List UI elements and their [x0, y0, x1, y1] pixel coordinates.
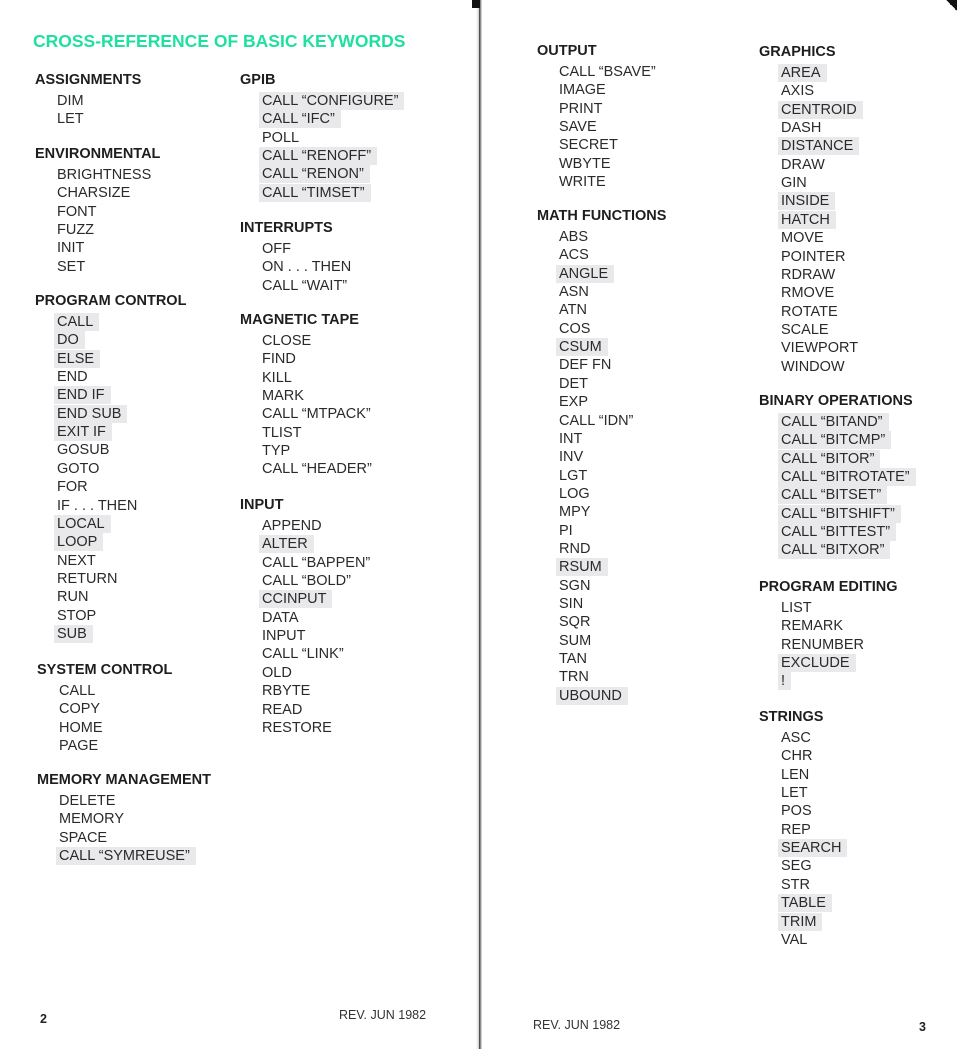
page-fold — [476, 0, 482, 1049]
keyword-item: IMAGE — [559, 82, 606, 99]
keyword-item: APPEND — [262, 518, 322, 534]
keyword-item: AXIS — [781, 83, 815, 100]
section-header: ENVIRONMENTAL — [35, 146, 161, 162]
keyword-item: ROTATE — [781, 303, 838, 320]
keyword-item: RSUM — [556, 558, 608, 576]
keyword-item: ELSE — [54, 350, 100, 368]
keyword-item: CALL “BITXOR” — [778, 541, 890, 559]
keyword-item: LET — [57, 111, 84, 128]
keyword-item: TYP — [262, 443, 291, 460]
keyword-item: AREA — [778, 64, 827, 82]
section-header: MATH FUNCTIONS — [537, 208, 667, 224]
keyword-item: RDRAW — [781, 266, 836, 283]
keyword-item: INIT — [57, 240, 85, 257]
keyword-item: VAL — [781, 931, 808, 948]
keyword-item: CALL “BITCMP” — [778, 431, 891, 449]
keyword-item: SET — [57, 258, 86, 275]
keyword-item: CALL “BSAVE” — [559, 64, 656, 80]
keyword-item: DO — [54, 331, 85, 349]
keyword-item: CALL — [54, 313, 99, 331]
keyword-item: FONT — [57, 203, 97, 220]
keyword-item: CALL “SYMREUSE” — [56, 847, 196, 865]
keyword-item: CHARSIZE — [57, 185, 131, 202]
keyword-item: COPY — [59, 701, 101, 718]
keyword-item: SUB — [54, 625, 93, 643]
keyword-item: TABLE — [778, 894, 832, 912]
keyword-item: EXIT IF — [54, 423, 112, 441]
keyword-item: CALL “BITSHIFT” — [778, 505, 901, 523]
keyword-item: CALL “CONFIGURE” — [259, 92, 404, 110]
keyword-item: END IF — [54, 386, 111, 404]
keyword-item: ON . . . THEN — [262, 259, 352, 276]
section-header: PROGRAM EDITING — [759, 579, 898, 595]
section-header: INTERRUPTS — [240, 220, 333, 236]
keyword-item: HOME — [59, 719, 103, 736]
keyword-item: SAVE — [559, 119, 597, 136]
keyword-item: TAN — [559, 651, 587, 668]
keyword-item: ALTER — [259, 535, 314, 553]
keyword-item: LET — [781, 785, 808, 802]
keyword-item: DELETE — [59, 793, 116, 809]
keyword-item: CENTROID — [778, 101, 863, 119]
keyword-item: STR — [781, 876, 810, 893]
keyword-item: CALL “BITSET” — [778, 486, 887, 504]
keyword-item: CALL “RENON” — [259, 165, 370, 183]
keyword-item: DRAW — [781, 156, 825, 173]
keyword-item: INPUT — [262, 628, 306, 645]
section-header: STRINGS — [759, 709, 824, 725]
keyword-item: LOG — [559, 485, 590, 502]
keyword-item: TRIM — [778, 913, 822, 931]
keyword-item: BRIGHTNESS — [57, 167, 152, 183]
keyword-item: CALL “IDN” — [559, 412, 634, 429]
keyword-item: SEARCH — [778, 839, 847, 857]
keyword-item: LIST — [781, 600, 812, 616]
keyword-item: WINDOW — [781, 358, 845, 375]
keyword-item: OFF — [262, 241, 291, 257]
keyword-item: STOP — [57, 607, 97, 624]
keyword-item: RESTORE — [262, 719, 332, 736]
page-number-right: 3 — [919, 1020, 926, 1034]
keyword-item: DIM — [57, 93, 84, 109]
keyword-item: INT — [559, 430, 583, 447]
keyword-item: ! — [778, 672, 791, 690]
keyword-item: TRN — [559, 669, 589, 686]
revision-footer-left: REV. JUN 1982 — [339, 1008, 427, 1022]
keyword-item: ASN — [559, 284, 589, 301]
section-header: INPUT — [240, 497, 284, 513]
keyword-item: SIN — [559, 596, 584, 612]
keyword-item: READ — [262, 701, 303, 718]
keyword-item: REMARK — [781, 618, 844, 635]
keyword-item: POLL — [262, 129, 300, 146]
keyword-item: CCINPUT — [259, 590, 332, 608]
keyword-item: CALL “BITAND” — [778, 413, 889, 431]
keyword-item: EXP — [559, 394, 589, 411]
keyword-item: RUN — [57, 589, 89, 606]
keyword-item: CALL “BITROTATE” — [778, 468, 916, 486]
keyword-item: IF . . . THEN — [57, 497, 138, 514]
keyword-item: GIN — [781, 175, 807, 192]
keyword-item: RMOVE — [781, 285, 835, 302]
keyword-item: CALL “TIMSET” — [259, 184, 371, 202]
keyword-item: HATCH — [778, 211, 836, 229]
keyword-item: TLIST — [262, 424, 302, 441]
keyword-item: CSUM — [556, 338, 608, 356]
keyword-item: DASH — [781, 120, 822, 137]
keyword-item: SPACE — [59, 829, 108, 846]
keyword-item: SGN — [559, 577, 591, 594]
keyword-item: CALL “BITOR” — [778, 450, 880, 468]
section-header: MEMORY MANAGEMENT — [37, 772, 211, 788]
section-header: BINARY OPERATIONS — [759, 393, 913, 409]
section-header: PROGRAM CONTROL — [35, 293, 187, 309]
keyword-item: LGT — [559, 467, 588, 484]
keyword-item: EXCLUDE — [778, 654, 856, 672]
keyword-item: ACS — [559, 247, 589, 264]
page-title: CROSS-REFERENCE OF BASIC KEYWORDS — [33, 31, 406, 51]
keyword-item: FUZZ — [57, 222, 95, 239]
keyword-item: DATA — [262, 609, 299, 626]
keyword-item: SEG — [781, 858, 812, 875]
keyword-item: LOCAL — [54, 515, 111, 533]
keyword-item: GOTO — [57, 460, 100, 477]
keyword-item: ATN — [559, 302, 587, 319]
keyword-item: RND — [559, 540, 591, 557]
section-header: ASSIGNMENTS — [35, 72, 142, 88]
keyword-item: END SUB — [54, 405, 127, 423]
keyword-item: SECRET — [559, 137, 618, 154]
keyword-item: MOVE — [781, 230, 824, 247]
corner-mark — [472, 0, 480, 8]
keyword-item: CALL “WAIT” — [262, 277, 348, 294]
keyword-item: CALL “IFC” — [259, 110, 341, 128]
keyword-item: END — [57, 369, 88, 386]
keyword-item: OLD — [262, 664, 292, 681]
keyword-item: RENUMBER — [781, 636, 864, 653]
corner-mark — [946, 0, 957, 11]
section-header: GPIB — [240, 72, 276, 88]
keyword-item: PRINT — [559, 100, 603, 117]
keyword-item: POS — [781, 803, 812, 820]
keyword-item: WRITE — [559, 174, 606, 191]
keyword-item: CALL “RENOFF” — [259, 147, 377, 165]
keyword-item: SCALE — [781, 321, 829, 338]
keyword-item: ASC — [781, 730, 811, 746]
keyword-item: PI — [559, 522, 573, 539]
keyword-item: LOOP — [54, 533, 103, 551]
keyword-item: WBYTE — [559, 155, 611, 172]
keyword-item: SQR — [559, 614, 591, 631]
page-number-left: 2 — [40, 1012, 47, 1026]
keyword-item: CALL “BITTEST” — [778, 523, 896, 541]
keyword-item: PAGE — [59, 738, 99, 755]
keyword-item: DEF FN — [559, 357, 612, 374]
keyword-item: UBOUND — [556, 687, 628, 705]
keyword-item: DISTANCE — [778, 137, 859, 155]
keyword-item: CALL “LINK” — [262, 646, 344, 663]
keyword-item: GOSUB — [57, 442, 110, 459]
keyword-item: CALL “MTPACK” — [262, 406, 371, 423]
keyword-item: CALL “BOLD” — [262, 573, 351, 590]
keyword-item: MEMORY — [59, 811, 124, 828]
keyword-item: INV — [559, 449, 584, 466]
keyword-item: REP — [781, 821, 811, 838]
section-header: MAGNETIC TAPE — [240, 312, 359, 328]
keyword-item: COS — [559, 320, 591, 337]
keyword-item: CLOSE — [262, 333, 312, 349]
keyword-item: MARK — [262, 388, 304, 405]
section-header: OUTPUT — [537, 43, 597, 59]
keyword-item: SUM — [559, 632, 592, 649]
keyword-item: CHR — [781, 748, 813, 765]
keyword-item: DET — [559, 375, 588, 392]
keyword-item: VIEWPORT — [781, 340, 859, 357]
keyword-item: RBYTE — [262, 683, 311, 700]
keyword-item: POINTER — [781, 248, 846, 265]
keyword-item: CALL “BAPPEN” — [262, 554, 371, 571]
keyword-item: NEXT — [57, 552, 96, 569]
section-header: GRAPHICS — [759, 44, 836, 60]
keyword-item: INSIDE — [778, 192, 835, 210]
keyword-item: FOR — [57, 479, 88, 496]
revision-footer-right: REV. JUN 1982 — [533, 1018, 621, 1032]
keyword-item: KILL — [262, 369, 292, 386]
section-header: SYSTEM CONTROL — [37, 662, 173, 678]
keyword-item: ANGLE — [556, 265, 614, 283]
keyword-item: LEN — [781, 766, 810, 783]
keyword-item: ABS — [559, 229, 589, 245]
keyword-item: RETURN — [57, 570, 118, 587]
keyword-item: FIND — [262, 351, 296, 368]
keyword-item: CALL “HEADER” — [262, 461, 372, 478]
keyword-item: CALL — [59, 683, 96, 699]
keyword-item: MPY — [559, 504, 591, 521]
